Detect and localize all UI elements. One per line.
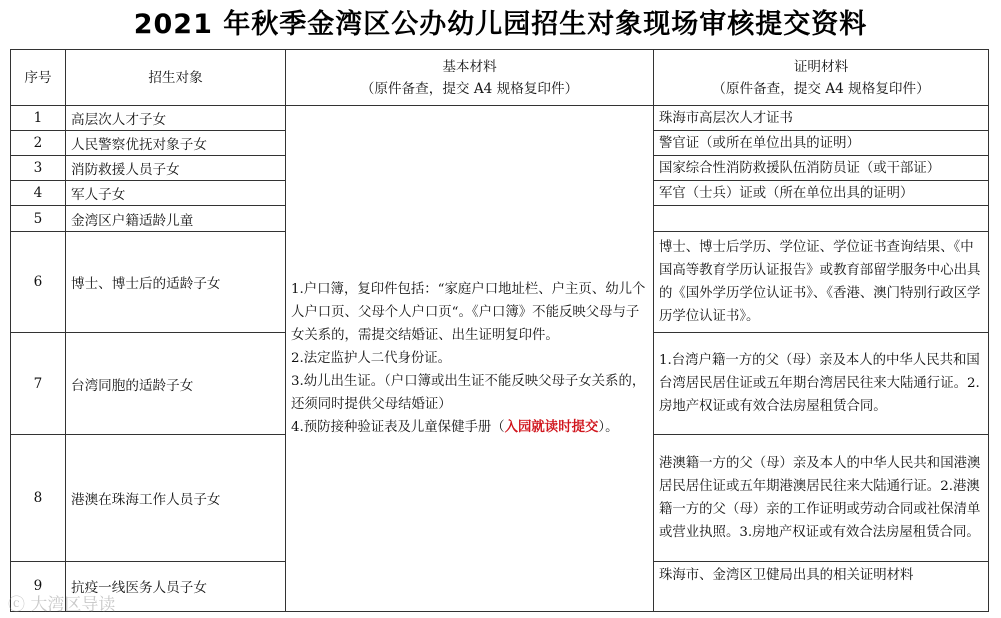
row-seq: 9 xyxy=(11,561,66,611)
basic-item-4-text: 4.预防接种验证表及儿童保健手册（ xyxy=(291,420,505,436)
header-proof-subtitle: （原件备查，提交 A4 规格复印件） xyxy=(712,80,930,97)
basic-item-2: 2.法定监护人二代身份证。 xyxy=(291,351,452,367)
row-seq: 1 xyxy=(11,106,66,131)
row-seq: 4 xyxy=(11,181,66,206)
row-seq: 6 xyxy=(11,232,66,333)
row-proof: 博士、博士后学历、学位证、学位证书查询结果、《中国高等教育学历认证报告》或教育部留学服务中心出具的《国外学历学位认证书》、《香港、澳门特别行政区学历学位认证书》。 xyxy=(654,232,989,333)
watermark xyxy=(8,590,115,615)
row-seq: 2 xyxy=(11,131,66,156)
basic-item-1: 1.户口簿，复印件包括：“家庭户口地址栏、户主页、幼儿个人户口页、父母个人户口页“。《户口簿》不能反映父母与子女关系的，需提交结婚证、出生证明复印件。 xyxy=(291,282,646,344)
row-target: 军人子女 xyxy=(66,181,286,206)
row-target: 抗疫一线医务人员子女 xyxy=(66,561,286,611)
admission-materials-table xyxy=(10,49,989,612)
row-proof: 警官证（或所在单位出具的证明） xyxy=(654,131,989,156)
basic-item-4 xyxy=(291,416,648,439)
header-basic-title: 基本材料 xyxy=(442,58,497,75)
row-seq: 5 xyxy=(11,206,66,232)
row-target: 高层次人才子女 xyxy=(66,106,286,131)
row-proof: 珠海市高层次人才证书 xyxy=(654,106,989,131)
table-row xyxy=(11,106,989,131)
row-seq: 8 xyxy=(11,434,66,561)
row-proof: 1.台湾户籍一方的父（母）亲及本人的中华人民共和国台湾居民居住证或五年期台湾居民往来大陆通行证。2.房地产权证或有效合法房屋租赁合同。 xyxy=(654,333,989,434)
table-header-row xyxy=(11,50,989,106)
row-proof: 国家综合性消防救援队伍消防员证（或干部证） xyxy=(654,156,989,181)
basic-item-4-emphasis: 入园就读时提交 xyxy=(504,419,599,436)
header-target: 招生对象 xyxy=(66,50,286,106)
header-proof-title: 证明材料 xyxy=(793,58,849,75)
row-proof xyxy=(654,206,989,232)
row-target: 台湾同胞的适龄子女 xyxy=(66,333,286,434)
row-target: 金湾区户籍适龄儿童 xyxy=(66,206,286,232)
row-target: 人民警察优抚对象子女 xyxy=(66,131,286,156)
basic-item-3: 3.幼儿出生证。（户口簿或出生证不能反映父母子女关系的，还须同时提供父母结婚证） xyxy=(291,374,646,413)
row-proof: 珠海市、金湾区卫健局出具的相关证明材料 xyxy=(654,561,989,611)
header-seq: 序号 xyxy=(11,50,66,106)
header-basic xyxy=(286,50,654,106)
row-proof: 军官（士兵）证或（所在单位出具的证明） xyxy=(654,181,989,206)
row-proof: 港澳籍一方的父（母）亲及本人的中华人民共和国港澳居民居住证或五年期港澳居民往来大陆通行证。2.港澳籍一方的父（母）亲的工作证明或劳动合同或社保清单或营业执照。3.房地产权证或有效合法房屋租赁合同。 xyxy=(654,434,989,561)
row-target: 港澳在珠海工作人员子女 xyxy=(66,434,286,561)
watermark-text: 大湾区导读 xyxy=(30,595,116,615)
page-title: 2021 年秋季金湾区公办幼儿园招生对象现场审核提交资料 xyxy=(133,9,868,40)
header-proof xyxy=(654,50,989,106)
row-seq: 7 xyxy=(11,333,66,434)
row-target: 消防救援人员子女 xyxy=(66,156,286,181)
basic-materials-cell xyxy=(286,106,654,612)
basic-item-4-end: ）。 xyxy=(598,420,619,436)
chat-bubble-icon: ⓒ xyxy=(8,595,25,615)
row-seq: 3 xyxy=(11,156,66,181)
row-target: 博士、博士后的适龄子女 xyxy=(66,232,286,333)
header-basic-subtitle: （原件备查，提交 A4 规格复印件） xyxy=(360,80,579,97)
